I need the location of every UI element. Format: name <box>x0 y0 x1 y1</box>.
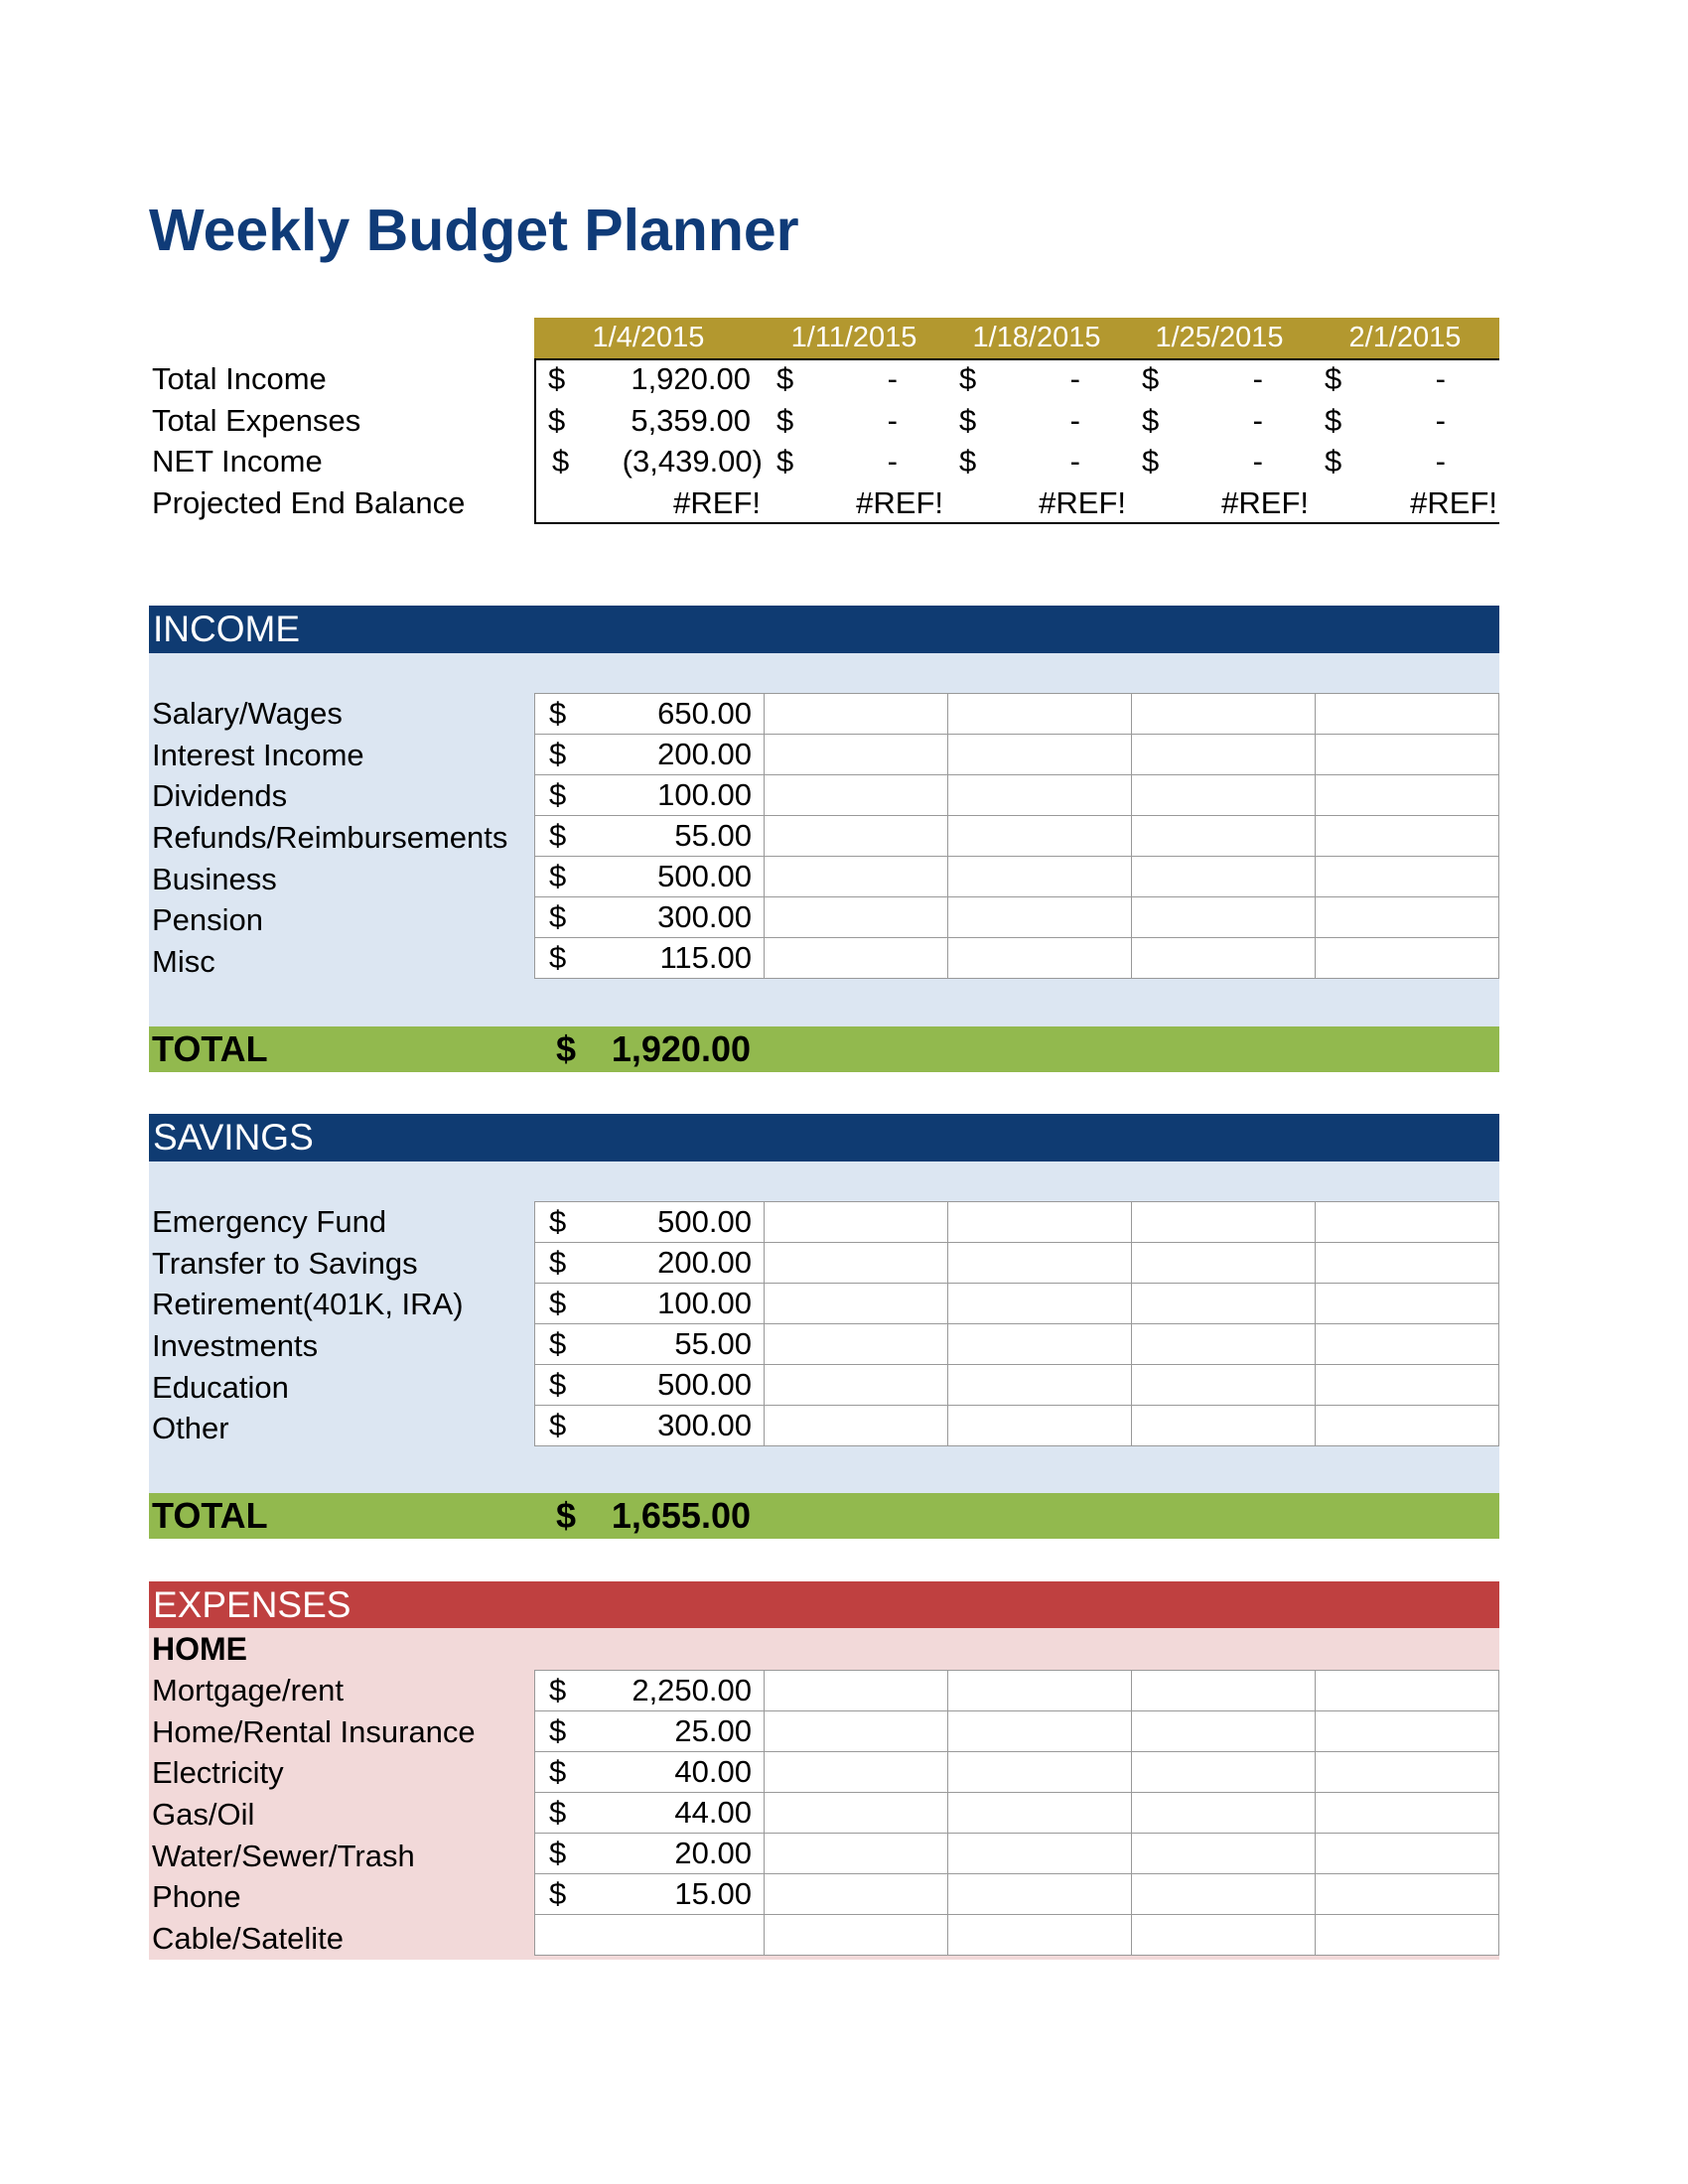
week-cell[interactable] <box>948 897 1132 938</box>
currency-sign: $ <box>549 1367 567 1402</box>
currency-sign: $ <box>549 899 567 934</box>
currency-sign: $ <box>549 1673 567 1707</box>
table-row <box>535 775 1499 816</box>
week-cell[interactable] <box>948 938 1132 979</box>
summary-value: - <box>1069 444 1080 478</box>
summary-label-projected-balance: Projected End Balance <box>152 485 466 520</box>
summary-date-header <box>534 318 1499 358</box>
week-cell[interactable] <box>765 1711 948 1752</box>
week-cell[interactable] <box>1316 1834 1499 1874</box>
week-cell[interactable] <box>765 1793 948 1834</box>
expense-amount-cell[interactable] <box>535 1874 765 1915</box>
summary-value: #REF! <box>1039 485 1126 520</box>
savings-amount-cell[interactable] <box>535 1324 765 1365</box>
week-cell[interactable] <box>1132 1874 1316 1915</box>
amount: 55.00 <box>674 818 752 853</box>
expense-item-label: Home/Rental Insurance <box>152 1714 476 1749</box>
week-cell[interactable] <box>765 775 948 816</box>
amount: 25.00 <box>674 1713 752 1748</box>
table-row <box>535 1834 1499 1874</box>
currency-sign: $ <box>549 1754 567 1789</box>
summary-label-total-income: Total Income <box>152 361 327 396</box>
week-cell[interactable] <box>948 857 1132 897</box>
table-row <box>535 897 1499 938</box>
week-cell[interactable] <box>948 1202 1132 1243</box>
expense-amount-cell[interactable] <box>535 1793 765 1834</box>
week-cell[interactable] <box>765 1324 948 1365</box>
week-cell[interactable] <box>948 775 1132 816</box>
summary-currency: $ <box>959 361 977 396</box>
week-cell[interactable] <box>948 1406 1132 1446</box>
table-row <box>535 1202 1499 1243</box>
currency-sign: $ <box>549 1836 567 1870</box>
summary-value: #REF! <box>1221 485 1309 520</box>
currency-sign: $ <box>549 1408 567 1442</box>
summary-currency: $ <box>1142 361 1160 396</box>
week-cell[interactable] <box>1316 1284 1499 1324</box>
week-cell[interactable] <box>1132 1671 1316 1711</box>
week-cell[interactable] <box>1316 857 1499 897</box>
table-row <box>535 816 1499 857</box>
summary-value: #REF! <box>1410 485 1497 520</box>
week-cell[interactable] <box>1316 1671 1499 1711</box>
week-cell[interactable] <box>1132 775 1316 816</box>
savings-total-bar <box>149 1493 1499 1539</box>
amount: 20.00 <box>674 1836 752 1870</box>
table-row <box>535 1793 1499 1834</box>
income-amount-cell[interactable] <box>535 897 765 938</box>
week-cell[interactable] <box>1132 1324 1316 1365</box>
table-row <box>535 1915 1499 1956</box>
amount: 200.00 <box>657 1245 752 1280</box>
income-amount-cell[interactable] <box>535 938 765 979</box>
summary-currency: $ <box>776 361 794 396</box>
income-amount-cell[interactable] <box>535 816 765 857</box>
table-row <box>535 857 1499 897</box>
summary-label-net-income: NET Income <box>152 444 323 478</box>
week-cell[interactable] <box>765 938 948 979</box>
expense-amount-cell[interactable] <box>535 1834 765 1874</box>
amount: 500.00 <box>657 1204 752 1239</box>
expense-amount-cell[interactable] <box>535 1671 765 1711</box>
week-cell[interactable] <box>1132 1284 1316 1324</box>
week-cell[interactable] <box>765 694 948 735</box>
expense-item-label: Mortgage/rent <box>152 1673 344 1707</box>
date-column-5: 2/1/2015 <box>1348 322 1462 353</box>
amount: 650.00 <box>657 696 752 731</box>
amount: 500.00 <box>657 859 752 893</box>
summary-value: - <box>887 361 898 396</box>
week-cell[interactable] <box>765 1671 948 1711</box>
currency-sign: $ <box>549 818 567 853</box>
savings-item-label: Emergency Fund <box>152 1204 387 1239</box>
week-cell[interactable] <box>948 1671 1132 1711</box>
currency-sign: $ <box>549 1245 567 1280</box>
expense-amount-cell[interactable] <box>535 1711 765 1752</box>
week-cell[interactable] <box>765 735 948 775</box>
week-cell[interactable] <box>1132 897 1316 938</box>
income-total-currency: $ <box>556 1028 577 1069</box>
week-cell[interactable] <box>1316 1752 1499 1793</box>
week-cell[interactable] <box>948 1752 1132 1793</box>
currency-sign: $ <box>549 1876 567 1911</box>
week-cell[interactable] <box>1316 694 1499 735</box>
week-cell[interactable] <box>1132 1915 1316 1956</box>
week-cell[interactable] <box>948 1711 1132 1752</box>
week-cell[interactable] <box>1132 816 1316 857</box>
week-cell[interactable] <box>765 816 948 857</box>
income-item-label: Salary/Wages <box>152 696 343 731</box>
date-column-4: 1/25/2015 <box>1155 322 1284 353</box>
table-row <box>535 1243 1499 1284</box>
week-cell[interactable] <box>948 1284 1132 1324</box>
week-cell[interactable] <box>948 1793 1132 1834</box>
week-cell[interactable] <box>948 1365 1132 1406</box>
currency-sign: $ <box>549 1286 567 1320</box>
savings-amount-cell[interactable] <box>535 1202 765 1243</box>
amount: 40.00 <box>674 1754 752 1789</box>
savings-table <box>534 1201 1499 1446</box>
week-cell[interactable] <box>948 1874 1132 1915</box>
summary-currency: $ <box>959 444 977 478</box>
summary-currency: $ <box>548 403 566 438</box>
summary-value: - <box>1435 403 1446 438</box>
expenses-section-header: EXPENSES <box>149 1581 1499 1628</box>
amount: 55.00 <box>674 1326 752 1361</box>
expense-item-label: Electricity <box>152 1755 284 1790</box>
expense-item-label: Water/Sewer/Trash <box>152 1839 415 1873</box>
expense-item-label: Gas/Oil <box>152 1797 255 1832</box>
summary-value: (3,439.00) <box>622 444 763 478</box>
date-column-2: 1/11/2015 <box>790 322 917 353</box>
week-cell[interactable] <box>1132 1793 1316 1834</box>
week-cell[interactable] <box>765 1202 948 1243</box>
savings-amount-cell[interactable] <box>535 1243 765 1284</box>
table-row <box>535 1406 1499 1446</box>
summary-value: - <box>887 444 898 478</box>
week-cell[interactable] <box>765 1284 948 1324</box>
savings-total-currency: $ <box>556 1495 577 1536</box>
income-item-label: Pension <box>152 902 264 937</box>
amount: 100.00 <box>657 1286 752 1320</box>
week-cell[interactable] <box>1132 694 1316 735</box>
week-cell[interactable] <box>1132 1711 1316 1752</box>
amount: 300.00 <box>657 1408 752 1442</box>
week-cell[interactable] <box>1316 1915 1499 1956</box>
summary-value: - <box>1252 361 1263 396</box>
summary-currency: $ <box>776 444 794 478</box>
amount: 15.00 <box>674 1876 752 1911</box>
summary-currency: $ <box>776 403 794 438</box>
summary-value: #REF! <box>673 485 761 520</box>
currency-sign: $ <box>549 859 567 893</box>
summary-value: - <box>1435 444 1446 478</box>
amount: 44.00 <box>674 1795 752 1830</box>
income-total-label: TOTAL <box>152 1028 268 1069</box>
income-item-label: Business <box>152 862 277 896</box>
table-row <box>535 1365 1499 1406</box>
summary-currency: $ <box>548 361 566 396</box>
week-cell[interactable] <box>1132 1406 1316 1446</box>
week-cell[interactable] <box>1316 1365 1499 1406</box>
income-total-bar <box>149 1026 1499 1072</box>
table-row <box>535 1752 1499 1793</box>
week-cell[interactable] <box>948 1243 1132 1284</box>
date-column-3: 1/18/2015 <box>972 322 1101 353</box>
income-total-amount: 1,920.00 <box>611 1028 751 1069</box>
savings-item-label: Investments <box>152 1328 319 1363</box>
table-row <box>535 1711 1499 1752</box>
week-cell[interactable] <box>765 857 948 897</box>
week-cell[interactable] <box>1316 1793 1499 1834</box>
currency-sign: $ <box>549 1795 567 1830</box>
income-section-header: INCOME <box>149 606 1499 653</box>
expense-amount-cell[interactable] <box>535 1915 765 1956</box>
week-cell[interactable] <box>948 735 1132 775</box>
income-amount-cell[interactable] <box>535 775 765 816</box>
table-row <box>535 938 1499 979</box>
summary-value: 1,920.00 <box>631 361 751 396</box>
amount: 2,250.00 <box>632 1673 752 1707</box>
income-amount-cell[interactable] <box>535 694 765 735</box>
summary-value: - <box>1252 403 1263 438</box>
week-cell[interactable] <box>1132 1365 1316 1406</box>
week-cell[interactable] <box>1132 1752 1316 1793</box>
week-cell[interactable] <box>1316 1874 1499 1915</box>
income-item-label: Dividends <box>152 778 288 813</box>
week-cell[interactable] <box>948 1834 1132 1874</box>
amount: 300.00 <box>657 899 752 934</box>
amount: 200.00 <box>657 737 752 771</box>
savings-section-header: SAVINGS <box>149 1114 1499 1161</box>
expense-item-label: Phone <box>152 1879 241 1914</box>
date-column-1: 1/4/2015 <box>592 322 705 353</box>
summary-currency: $ <box>1142 403 1160 438</box>
table-row <box>535 1324 1499 1365</box>
income-item-label: Refunds/Reimbursements <box>152 820 508 855</box>
amount: 100.00 <box>657 777 752 812</box>
summary-value: 5,359.00 <box>631 403 751 438</box>
week-cell[interactable] <box>1316 938 1499 979</box>
week-cell[interactable] <box>765 1752 948 1793</box>
expenses-table <box>534 1670 1499 1956</box>
currency-sign: $ <box>549 696 567 731</box>
week-cell[interactable] <box>1316 1711 1499 1752</box>
week-cell[interactable] <box>1316 1406 1499 1446</box>
week-cell[interactable] <box>1316 1324 1499 1365</box>
summary-value: - <box>1069 403 1080 438</box>
week-cell[interactable] <box>1316 897 1499 938</box>
week-cell[interactable] <box>1132 1243 1316 1284</box>
week-cell[interactable] <box>1316 816 1499 857</box>
week-cell[interactable] <box>948 1324 1132 1365</box>
week-cell[interactable] <box>1316 775 1499 816</box>
savings-item-label: Transfer to Savings <box>152 1246 418 1281</box>
savings-total-label: TOTAL <box>152 1495 268 1536</box>
week-cell[interactable] <box>1132 938 1316 979</box>
savings-item-label: Education <box>152 1370 289 1405</box>
savings-total-amount: 1,655.00 <box>611 1495 751 1536</box>
page-title: Weekly Budget Planner <box>149 198 799 263</box>
table-row <box>535 735 1499 775</box>
summary-label-total-expenses: Total Expenses <box>152 403 361 438</box>
table-row <box>535 1284 1499 1324</box>
week-cell[interactable] <box>948 694 1132 735</box>
week-cell[interactable] <box>765 1365 948 1406</box>
summary-value: - <box>1435 361 1446 396</box>
income-amount-cell[interactable] <box>535 735 765 775</box>
savings-amount-cell[interactable] <box>535 1406 765 1446</box>
currency-sign: $ <box>549 737 567 771</box>
currency-sign: $ <box>549 1204 567 1239</box>
summary-value: - <box>1069 361 1080 396</box>
savings-item-label: Retirement(401K, IRA) <box>152 1287 464 1321</box>
expense-amount-cell[interactable] <box>535 1752 765 1793</box>
week-cell[interactable] <box>948 816 1132 857</box>
income-item-label: Interest Income <box>152 738 364 772</box>
savings-item-label: Other <box>152 1411 229 1445</box>
expenses-subheader-home: HOME <box>152 1631 247 1667</box>
summary-currency: $ <box>1325 361 1342 396</box>
income-table <box>534 693 1499 979</box>
table-row <box>535 694 1499 735</box>
summary-value: #REF! <box>856 485 943 520</box>
week-cell[interactable] <box>948 1915 1132 1956</box>
week-cell[interactable] <box>1316 1202 1499 1243</box>
week-cell[interactable] <box>1316 735 1499 775</box>
week-cell[interactable] <box>765 1243 948 1284</box>
savings-amount-cell[interactable] <box>535 1365 765 1406</box>
summary-currency: $ <box>1325 403 1342 438</box>
week-cell[interactable] <box>1132 1202 1316 1243</box>
amount: 500.00 <box>657 1367 752 1402</box>
summary-value: - <box>887 403 898 438</box>
summary-currency: $ <box>1325 444 1342 478</box>
summary-currency: $ <box>959 403 977 438</box>
amount: 115.00 <box>659 940 752 975</box>
table-row <box>535 1671 1499 1711</box>
week-cell[interactable] <box>1132 857 1316 897</box>
income-item-label: Misc <box>152 944 215 979</box>
summary-currency: $ <box>1142 444 1160 478</box>
week-cell[interactable] <box>1316 1243 1499 1284</box>
week-cell[interactable] <box>765 1874 948 1915</box>
week-cell[interactable] <box>765 1834 948 1874</box>
income-amount-cell[interactable] <box>535 857 765 897</box>
table-row <box>535 1874 1499 1915</box>
savings-amount-cell[interactable] <box>535 1284 765 1324</box>
week-cell[interactable] <box>1132 1834 1316 1874</box>
currency-sign: $ <box>549 1326 567 1361</box>
expense-item-label: Cable/Satelite <box>152 1921 345 1956</box>
currency-sign: $ <box>549 777 567 812</box>
currency-sign: $ <box>549 1713 567 1748</box>
week-cell[interactable] <box>765 1406 948 1446</box>
summary-value: - <box>1252 444 1263 478</box>
week-cell[interactable] <box>765 1915 948 1956</box>
summary-currency: $ <box>552 444 570 478</box>
week-cell[interactable] <box>1132 735 1316 775</box>
currency-sign: $ <box>549 940 567 975</box>
week-cell[interactable] <box>765 897 948 938</box>
